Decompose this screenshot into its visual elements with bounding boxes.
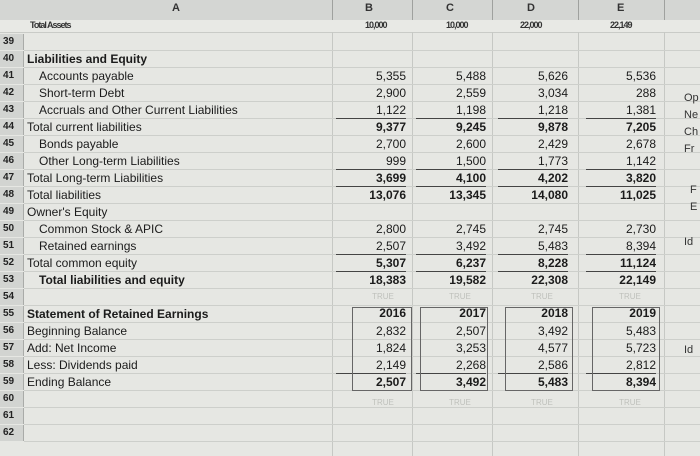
row-number[interactable]: 52 xyxy=(0,255,24,271)
right-fragment: Id xyxy=(684,236,694,248)
value-cell[interactable]: 4,100 xyxy=(416,170,486,187)
row-label[interactable]: Total liabilities xyxy=(27,188,102,202)
row-label[interactable]: Total liabilities and equity xyxy=(39,273,185,287)
grid-hline xyxy=(24,424,700,425)
row-label[interactable]: Bonds payable xyxy=(39,137,119,151)
column-header-b[interactable]: B xyxy=(365,2,373,14)
value-cell[interactable]: 22,149 xyxy=(619,273,656,287)
value-cell[interactable]: 9,245 xyxy=(455,120,486,134)
grid-vline xyxy=(664,32,665,456)
row-number[interactable]: 39 xyxy=(0,34,24,50)
value-cell[interactable]: 1,824 xyxy=(375,341,406,355)
value-cell[interactable]: 2,268 xyxy=(416,357,486,374)
value-cell[interactable]: 2,800 xyxy=(375,222,406,236)
row-number[interactable]: 59 xyxy=(0,374,24,390)
right-fragment: Fr xyxy=(684,143,695,155)
row-label[interactable]: Add: Net Income xyxy=(27,341,117,355)
value-cell[interactable]: 13,345 xyxy=(449,188,486,202)
partial-row-value[interactable]: 22,000 xyxy=(520,20,542,30)
value-cell[interactable]: 3,492 xyxy=(537,324,568,338)
re-box-2016 xyxy=(352,307,412,391)
value-cell[interactable]: 2,745 xyxy=(537,222,568,236)
value-cell[interactable]: 18,383 xyxy=(369,273,406,287)
row-label[interactable]: Ending Balance xyxy=(27,375,112,389)
re-box-2017 xyxy=(420,307,488,391)
value-cell[interactable]: 2,678 xyxy=(625,137,656,151)
value-cell[interactable]: 5,307 xyxy=(336,255,406,272)
row-number[interactable]: 57 xyxy=(0,340,24,356)
value-cell[interactable]: 4,202 xyxy=(498,170,568,187)
value-cell[interactable]: 5,355 xyxy=(375,69,406,83)
grid-hline xyxy=(24,407,700,408)
value-cell[interactable]: 13,076 xyxy=(369,188,406,202)
year-header-cell[interactable]: 2018 xyxy=(541,306,568,320)
row-label[interactable]: Total Long-term Liabilities xyxy=(27,171,164,185)
partial-row-label[interactable]: Total Assets xyxy=(30,20,71,30)
row-label[interactable]: Total current liabilities xyxy=(27,120,142,134)
check-true: TRUE xyxy=(372,292,394,301)
value-cell[interactable]: 1,198 xyxy=(416,102,486,119)
row-number[interactable]: 45 xyxy=(0,136,24,152)
row-label[interactable]: Short-term Debt xyxy=(39,86,125,100)
value-cell[interactable]: 5,536 xyxy=(625,69,656,83)
partial-row-value[interactable]: 10,000 xyxy=(446,20,468,30)
value-cell[interactable]: 1,381 xyxy=(586,102,656,119)
row-label[interactable]: Accounts payable xyxy=(39,69,134,83)
column-divider xyxy=(664,0,665,20)
column-header-a[interactable]: A xyxy=(172,2,180,14)
value-cell[interactable]: 3,253 xyxy=(455,341,486,355)
value-cell[interactable]: 1,142 xyxy=(586,153,656,170)
check-true: TRUE xyxy=(531,292,553,301)
value-cell[interactable]: 2,745 xyxy=(455,222,486,236)
value-cell[interactable]: 11,124 xyxy=(586,255,656,272)
value-cell[interactable]: 999 xyxy=(336,153,406,170)
column-divider xyxy=(578,0,579,20)
value-cell[interactable]: 8,228 xyxy=(498,255,568,272)
grid-hline xyxy=(24,288,700,289)
check-true: TRUE xyxy=(372,398,394,407)
row-number[interactable]: 61 xyxy=(0,408,24,424)
row-label[interactable]: Liabilities and Equity xyxy=(27,52,148,66)
row-label[interactable]: Less: Dividends paid xyxy=(27,358,138,372)
value-cell[interactable]: 5,483 xyxy=(498,238,568,255)
value-cell[interactable]: 4,577 xyxy=(537,341,568,355)
value-cell[interactable]: 14,080 xyxy=(531,188,568,202)
value-cell[interactable]: 288 xyxy=(635,86,656,100)
row-label[interactable]: Owner's Equity xyxy=(27,205,108,219)
column-header-e[interactable]: E xyxy=(617,2,625,14)
year-header-cell[interactable]: 2016 xyxy=(379,306,406,320)
value-cell[interactable]: 1,500 xyxy=(416,153,486,170)
value-cell[interactable]: 8,394 xyxy=(586,238,656,255)
column-divider xyxy=(332,0,333,20)
row-label[interactable]: Accruals and Other Current Liabilities xyxy=(39,103,238,117)
value-cell[interactable]: 2,429 xyxy=(537,137,568,151)
value-cell[interactable]: 7,205 xyxy=(625,120,656,134)
row-number[interactable]: 55 xyxy=(0,306,24,322)
column-header-d[interactable]: D xyxy=(527,2,535,14)
value-cell[interactable]: 2,600 xyxy=(455,137,486,151)
value-cell[interactable]: 3,492 xyxy=(455,375,486,389)
value-cell[interactable]: 3,699 xyxy=(336,170,406,187)
value-cell[interactable]: 2,507 xyxy=(375,375,406,389)
value-cell[interactable]: 2,900 xyxy=(375,86,406,100)
value-cell[interactable]: 3,492 xyxy=(416,238,486,255)
partial-row-value[interactable]: 22,149 xyxy=(610,20,632,30)
value-cell[interactable]: 5,626 xyxy=(537,69,568,83)
row-number[interactable]: 54 xyxy=(0,289,24,305)
value-cell[interactable]: 3,034 xyxy=(537,86,568,100)
right-fragment: Ch xyxy=(684,126,699,138)
year-header-cell[interactable]: 2017 xyxy=(459,306,486,320)
right-fragment: Id xyxy=(684,344,694,356)
right-fragment: E xyxy=(690,201,698,213)
row-number[interactable]: 43 xyxy=(0,102,24,118)
right-fragment: Ne xyxy=(684,109,699,121)
row-label[interactable]: Other Long-term Liabilities xyxy=(39,154,180,168)
grid-vline xyxy=(492,32,493,456)
check-true: TRUE xyxy=(449,292,471,301)
value-cell[interactable]: 2,507 xyxy=(455,324,486,338)
value-cell[interactable]: 3,820 xyxy=(586,170,656,187)
row-number[interactable]: 47 xyxy=(0,170,24,186)
value-cell[interactable]: 8,394 xyxy=(625,375,656,389)
re-box-2018 xyxy=(505,307,573,391)
value-cell[interactable]: 11,025 xyxy=(619,188,656,202)
value-cell[interactable]: 9,878 xyxy=(537,120,568,134)
value-cell[interactable]: 5,723 xyxy=(625,341,656,355)
row-number[interactable]: 42 xyxy=(0,85,24,101)
year-header-cell[interactable]: 2019 xyxy=(629,306,656,320)
grid-hline xyxy=(24,203,700,204)
check-true: TRUE xyxy=(449,398,471,407)
partial-row-value[interactable]: 10,000 xyxy=(365,20,387,30)
row-label[interactable]: Common Stock & APIC xyxy=(39,222,164,236)
partial-row xyxy=(0,20,700,33)
row-number[interactable]: 50 xyxy=(0,221,24,237)
check-true: TRUE xyxy=(531,398,553,407)
row-number[interactable]: 53 xyxy=(0,272,24,288)
value-cell[interactable]: 2,149 xyxy=(336,357,406,374)
row-label[interactable]: Retained earnings xyxy=(39,239,137,253)
value-cell[interactable]: 5,483 xyxy=(537,375,568,389)
value-cell[interactable]: 2,812 xyxy=(586,357,656,374)
value-cell[interactable]: 1,218 xyxy=(498,102,568,119)
column-divider xyxy=(412,0,413,20)
check-true: TRUE xyxy=(619,292,641,301)
row-number[interactable]: 58 xyxy=(0,357,24,373)
grid-vline xyxy=(412,32,413,456)
grid-vline xyxy=(578,32,579,456)
column-divider xyxy=(492,0,493,20)
value-cell[interactable]: 2,586 xyxy=(498,357,568,374)
row-number[interactable]: 60 xyxy=(0,391,24,407)
value-cell[interactable]: 19,582 xyxy=(449,273,486,287)
row-number[interactable]: 46 xyxy=(0,153,24,169)
row-number[interactable]: 44 xyxy=(0,119,24,135)
row-label[interactable]: Beginning Balance xyxy=(27,324,128,338)
value-cell[interactable]: 5,488 xyxy=(455,69,486,83)
value-cell[interactable]: 2,559 xyxy=(455,86,486,100)
value-cell[interactable]: 6,237 xyxy=(416,255,486,272)
value-cell[interactable]: 1,122 xyxy=(336,102,406,119)
row-number[interactable]: 56 xyxy=(0,323,24,339)
right-fragment: Op xyxy=(684,92,699,104)
grid-vline xyxy=(332,32,333,456)
value-cell[interactable]: 2,832 xyxy=(375,324,406,338)
row-label[interactable]: Total common equity xyxy=(27,256,138,270)
value-cell[interactable]: 2,700 xyxy=(375,137,406,151)
right-fragment: F xyxy=(690,184,697,196)
check-true: TRUE xyxy=(619,398,641,407)
row-label[interactable]: Statement of Retained Earnings xyxy=(27,307,209,321)
row-number[interactable]: 51 xyxy=(0,238,24,254)
row-number[interactable]: 62 xyxy=(0,425,24,441)
row-number[interactable]: 40 xyxy=(0,51,24,67)
grid-hline xyxy=(24,441,700,442)
value-cell[interactable]: 9,377 xyxy=(375,120,406,134)
value-cell[interactable]: 22,308 xyxy=(531,273,568,287)
row-number[interactable]: 41 xyxy=(0,68,24,84)
value-cell[interactable]: 1,773 xyxy=(498,153,568,170)
value-cell[interactable]: 2,730 xyxy=(625,222,656,236)
row-number[interactable]: 49 xyxy=(0,204,24,220)
value-cell[interactable]: 2,507 xyxy=(336,238,406,255)
re-box-2019 xyxy=(592,307,660,391)
value-cell[interactable]: 5,483 xyxy=(625,324,656,338)
column-header-c[interactable]: C xyxy=(446,2,454,14)
row-number[interactable]: 48 xyxy=(0,187,24,203)
column-header-bar xyxy=(0,0,700,21)
